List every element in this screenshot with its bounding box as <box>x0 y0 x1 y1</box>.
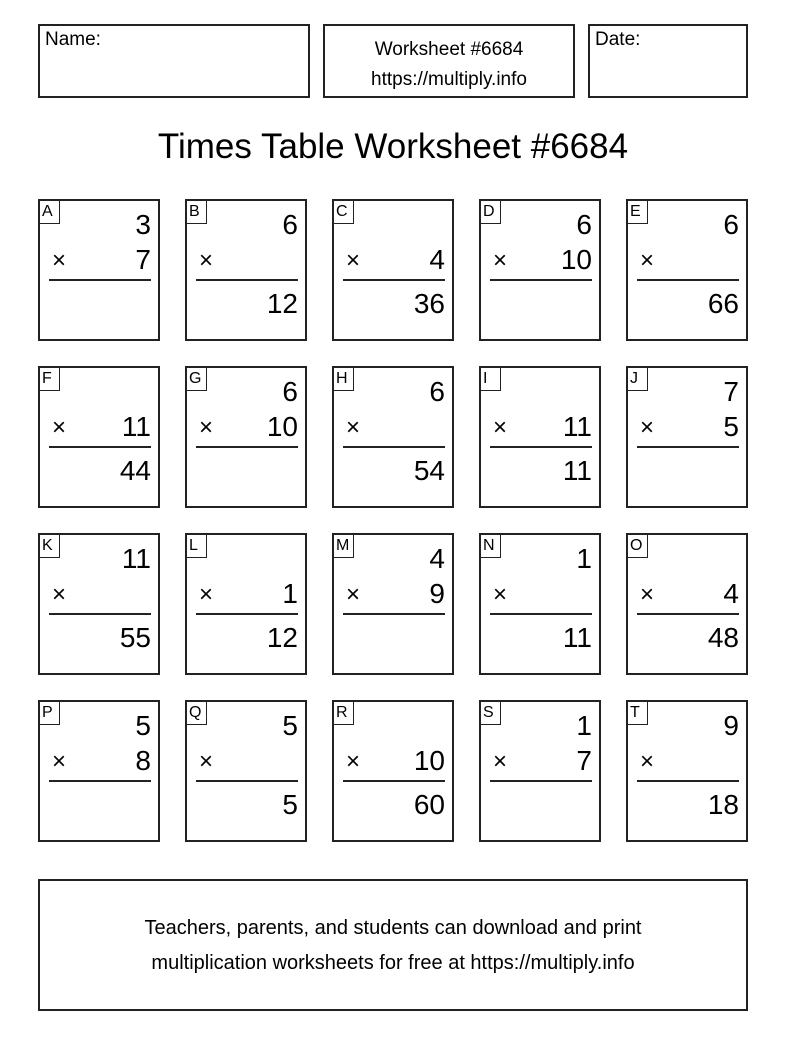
problem-card <box>185 199 307 341</box>
answer-line <box>637 780 739 782</box>
top-number: 6 <box>429 376 445 407</box>
problem-card <box>626 366 748 508</box>
answer-line <box>343 780 445 782</box>
answer-line <box>49 780 151 782</box>
problem-card <box>626 199 748 341</box>
answer-number: 11 <box>562 455 592 486</box>
answer-number: 11 <box>562 622 592 653</box>
multiplier-number: 5 <box>723 411 739 442</box>
problem-card <box>332 700 454 842</box>
top-number: 1 <box>576 543 592 574</box>
problem-letter: M <box>334 535 354 558</box>
multiplier-number: 7 <box>576 745 592 776</box>
problem-letter: T <box>628 702 648 725</box>
problem-letter: D <box>481 201 501 224</box>
multiply-sign: × <box>640 581 655 608</box>
answer-line <box>196 613 298 615</box>
problem-card <box>479 366 601 508</box>
multiply-sign: × <box>346 581 361 608</box>
top-number: 4 <box>429 543 445 574</box>
answer-number: 44 <box>119 455 151 486</box>
problem-letter: L <box>187 535 207 558</box>
problem-letter: C <box>334 201 354 224</box>
problem-card <box>185 366 307 508</box>
answer-line <box>196 780 298 782</box>
problem-letter: Q <box>187 702 207 725</box>
answer-line <box>490 613 592 615</box>
answer-line <box>637 279 739 281</box>
multiply-sign: × <box>199 414 214 441</box>
multiplier-number: 11 <box>562 411 592 442</box>
problem-card <box>332 366 454 508</box>
answer-line <box>637 613 739 615</box>
multiply-sign: × <box>346 414 361 441</box>
answer-line <box>196 279 298 281</box>
answer-line <box>343 613 445 615</box>
multiply-sign: × <box>199 748 214 775</box>
top-number: 5 <box>282 710 298 741</box>
answer-line <box>490 780 592 782</box>
problem-letter: R <box>334 702 354 725</box>
date-label: Date: <box>595 29 641 50</box>
top-number: 1 <box>576 710 592 741</box>
answer-line <box>490 446 592 448</box>
multiply-sign: × <box>640 247 655 274</box>
problem-card <box>479 199 601 341</box>
multiply-sign: × <box>493 247 508 274</box>
top-number: 5 <box>135 710 151 741</box>
multiplier-number: 10 <box>560 244 592 275</box>
multiplier-number: 11 <box>121 411 151 442</box>
problem-card <box>479 533 601 675</box>
multiply-sign: × <box>52 581 67 608</box>
multiplier-number: 10 <box>413 745 445 776</box>
answer-line <box>343 446 445 448</box>
multiply-sign: × <box>493 414 508 441</box>
multiply-sign: × <box>52 247 67 274</box>
answer-number: 36 <box>413 288 445 319</box>
problem-card <box>38 700 160 842</box>
footer-line-1: Teachers, parents, and students can download and print <box>144 917 642 939</box>
top-number: 3 <box>135 209 151 240</box>
multiply-sign: × <box>493 581 508 608</box>
multiplier-number: 10 <box>266 411 298 442</box>
problem-card <box>626 700 748 842</box>
answer-number: 12 <box>266 622 298 653</box>
page-title: Times Table Worksheet #6684 <box>157 127 629 166</box>
problem-letter: K <box>40 535 60 558</box>
problem-letter: F <box>40 368 60 391</box>
answer-number: 18 <box>707 789 739 820</box>
problem-card <box>185 700 307 842</box>
answer-line <box>343 279 445 281</box>
answer-number: 5 <box>282 789 298 820</box>
answer-line <box>49 446 151 448</box>
answer-number: 66 <box>707 288 739 319</box>
multiply-sign: × <box>199 581 214 608</box>
worksheet-url: https://multiply.info <box>371 69 527 90</box>
top-number: 6 <box>723 209 739 240</box>
top-number: 9 <box>723 710 739 741</box>
problem-card <box>38 366 160 508</box>
problem-letter: H <box>334 368 354 391</box>
answer-number: 55 <box>119 622 151 653</box>
answer-number: 48 <box>707 622 739 653</box>
multiply-sign: × <box>346 247 361 274</box>
answer-line <box>196 446 298 448</box>
multiply-sign: × <box>640 414 655 441</box>
multiply-sign: × <box>52 748 67 775</box>
top-number: 6 <box>282 209 298 240</box>
answer-line <box>49 279 151 281</box>
problem-card <box>332 199 454 341</box>
problem-letter: G <box>187 368 207 391</box>
problem-card <box>38 199 160 341</box>
footer-note <box>38 879 748 1011</box>
problem-card <box>38 533 160 675</box>
problem-card <box>185 533 307 675</box>
answer-line <box>49 613 151 615</box>
multiplier-number: 9 <box>429 578 445 609</box>
multiply-sign: × <box>199 247 214 274</box>
answer-line <box>490 279 592 281</box>
answer-number: 60 <box>413 789 445 820</box>
problem-card <box>479 700 601 842</box>
problem-letter: A <box>40 201 60 224</box>
footer-line-2: multiplication worksheets for free at https://multiply.info <box>151 952 635 974</box>
multiplier-number: 7 <box>135 244 151 275</box>
problem-letter: P <box>40 702 60 725</box>
problem-letter: J <box>628 368 648 391</box>
top-number: 11 <box>121 543 151 574</box>
worksheet-number: Worksheet #6684 <box>374 39 524 60</box>
multiply-sign: × <box>346 748 361 775</box>
multiply-sign: × <box>640 748 655 775</box>
problem-card <box>626 533 748 675</box>
multiply-sign: × <box>493 748 508 775</box>
problem-card <box>332 533 454 675</box>
top-number: 7 <box>723 376 739 407</box>
multiplier-number: 4 <box>723 578 739 609</box>
multiplier-number: 1 <box>282 578 298 609</box>
top-number: 6 <box>576 209 592 240</box>
problem-letter: B <box>187 201 207 224</box>
problem-letter: I <box>481 368 501 391</box>
name-label: Name: <box>45 29 101 50</box>
answer-number: 54 <box>413 455 445 486</box>
problem-letter: O <box>628 535 648 558</box>
answer-number: 12 <box>266 288 298 319</box>
problem-letter: S <box>481 702 501 725</box>
multiplier-number: 8 <box>135 745 151 776</box>
answer-line <box>637 446 739 448</box>
problem-letter: N <box>481 535 501 558</box>
multiply-sign: × <box>52 414 67 441</box>
problem-letter: E <box>628 201 648 224</box>
multiplier-number: 4 <box>429 244 445 275</box>
top-number: 6 <box>282 376 298 407</box>
